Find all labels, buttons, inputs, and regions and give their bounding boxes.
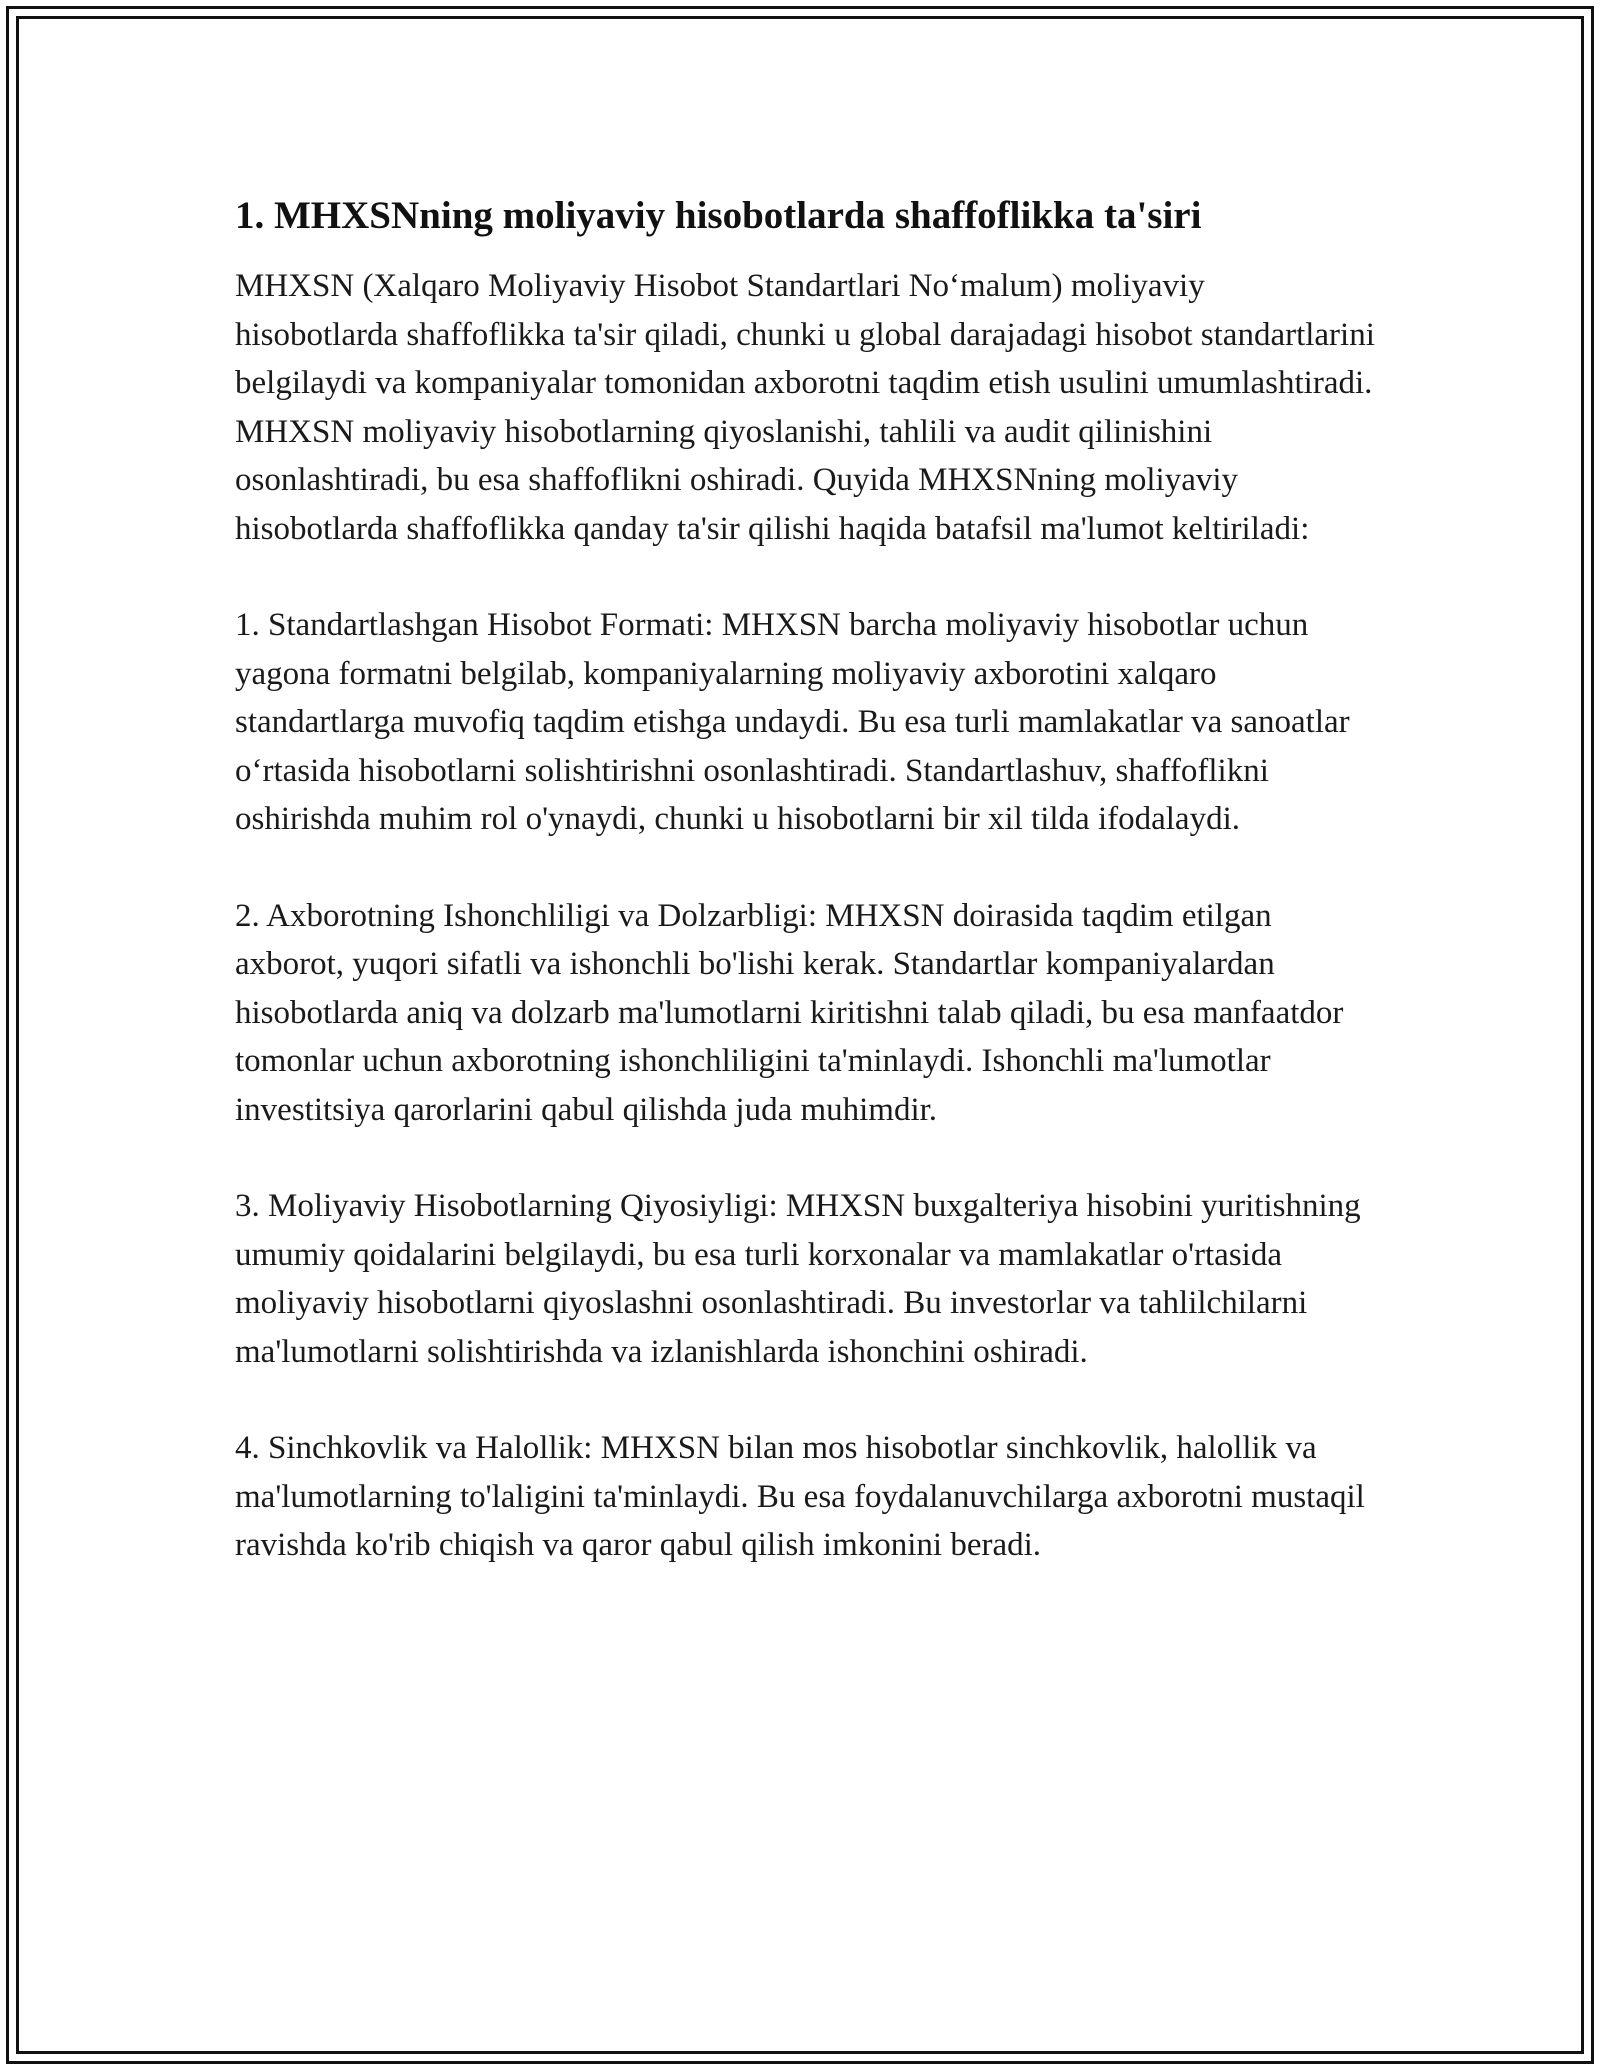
document-body (235, 190, 1375, 1618)
page-title: 1. MHXSNning moliyaviy hisobotlarda shaffoflikka ta'siri (235, 194, 1202, 237)
paragraph-standardized-format: 1. Standartlashgan Hisobot Formati: MHXSN barcha moliyaviy hisobotlar uchun yagona formatni belgilab, kompaniyalarning moliyaviy axborotini xalqaro standartlarga muvofiq taqdim etishga undaydi. Bu esa turli mamlakatlar va sanoatlar o‘rtasida hisobotlarni solishtirishni osonlashtiradi. Standartlashuv, shaffoflikni oshirishda muhim rol o'ynaydi, chunki u hisobotlarni bir xil tilda ifodalaydi. (235, 607, 1350, 837)
paragraph-integrity: 4. Sinchkovlik va Halollik: MHXSN bilan mos hisobotlar sinchkovlik, halollik va ma'lumotlarning to'laligini ta'minlaydi. Bu esa foydalanuvchilarga axborotni mustaqil ravishda ko'rib chiqish va qaror qabul qilish imkonini beradi. (235, 1430, 1365, 1563)
paragraph-reliability-relevance: 2. Axborotning Ishonchliligi va Dolzarbligi: MHXSN doirasida taqdim etilgan axborot, yuqori sifatli va ishonchli bo'lishi kerak. Standartlar kompaniyalardan hisobotlarda aniq va dolzarb ma'lumotlarni kiritishni talab qiladi, bu esa manfaatdor tomonlar uchun axborotning ishonchliligini ta'minlaydi. Ishonchli ma'lumotlar investitsiya qarorlarini qabul qilishda juda muhimdir. (235, 897, 1344, 1128)
intro-paragraph: MHXSN (Xalqaro Moliyaviy Hisobot Standartlari No‘malum) moliyaviy hisobotlarda shaffoflikka ta'sir qiladi, chunki u global darajadagi hisobot standartlarini belgilaydi va kompaniyalar tomonidan axborotni taqdim etish usulini umumlashtiradi. MHXSN moliyaviy hisobotlarning qiyoslanishi, tahlili va audit qilinishini osonlashtiradi, bu esa shaffoflikni oshiradi. Quyida MHXSNning moliyaviy hisobotlarda shaffoflikka qanday ta'sir qilishi haqida batafsil ma'lumot keltiriladi: (235, 268, 1375, 547)
paragraph-comparability: 3. Moliyaviy Hisobotlarning Qiyosiyligi: MHXSN buxgalteriya hisobini yuritishning umumiy qoidalarini belgilaydi, bu esa turli korxonalar va mamlakatlar o'rtasida moliyaviy hisobotlarni qiyoslashni osonlashtiradi. Bu investorlar va tahlilchilarni ma'lumotlarni solishtirishda va izlanishlarda ishonchini oshiradi. (235, 1188, 1361, 1370)
